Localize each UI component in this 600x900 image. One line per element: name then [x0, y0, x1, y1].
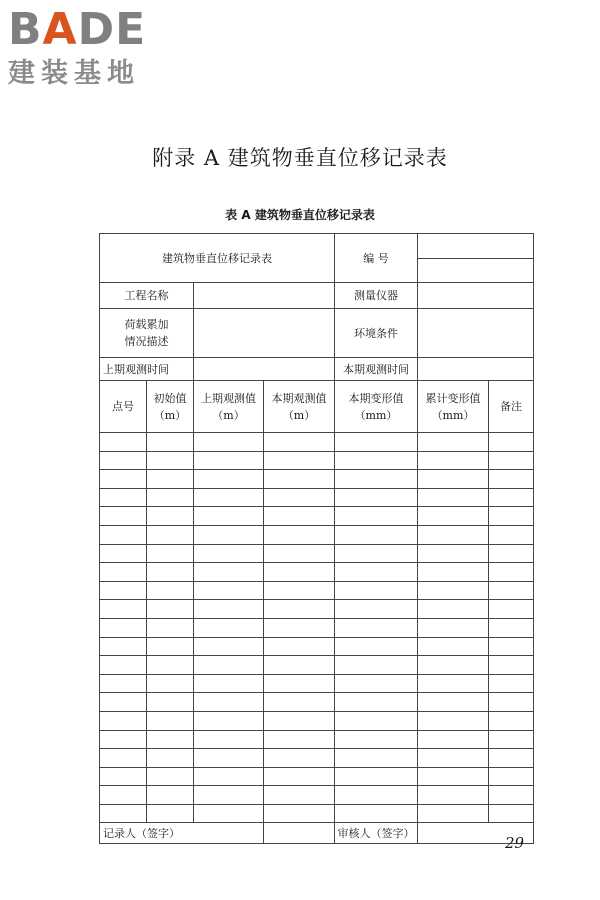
data-cell[interactable]	[335, 581, 418, 600]
form-name-cell: 建筑物垂直位移记录表	[100, 234, 335, 283]
data-cell[interactable]	[335, 544, 418, 563]
data-cell[interactable]	[194, 674, 264, 693]
data-cell[interactable]	[264, 637, 335, 656]
number-value-2[interactable]	[418, 258, 534, 283]
data-cell[interactable]	[147, 563, 194, 582]
data-cell[interactable]	[335, 786, 418, 805]
data-cell[interactable]	[147, 637, 194, 656]
data-cell[interactable]	[264, 581, 335, 600]
data-cell[interactable]	[100, 637, 147, 656]
appendix-title: 附录 A 建筑物垂直位移记录表	[152, 146, 448, 170]
prev-time-value[interactable]	[194, 358, 335, 381]
table-row	[100, 563, 534, 582]
environment-label: 环境条件	[335, 309, 418, 358]
data-cell[interactable]	[147, 749, 194, 768]
recorder-label: 记录人（签字）	[100, 823, 264, 844]
data-cell[interactable]	[335, 656, 418, 675]
data-cell[interactable]	[194, 656, 264, 675]
table-row	[100, 730, 534, 749]
data-cell[interactable]	[335, 767, 418, 786]
data-cell[interactable]	[489, 507, 534, 526]
data-cell[interactable]	[264, 563, 335, 582]
data-cell[interactable]	[418, 563, 489, 582]
data-cell[interactable]	[100, 433, 147, 452]
data-cell[interactable]	[100, 730, 147, 749]
data-cell[interactable]	[147, 600, 194, 619]
data-cell[interactable]	[100, 581, 147, 600]
number-label: 编 号	[335, 234, 418, 283]
data-cell[interactable]	[194, 749, 264, 768]
data-cell[interactable]	[100, 767, 147, 786]
data-cell[interactable]	[418, 656, 489, 675]
data-cell[interactable]	[335, 749, 418, 768]
data-cell[interactable]	[100, 525, 147, 544]
data-cell[interactable]	[335, 600, 418, 619]
data-cell[interactable]	[418, 451, 489, 470]
table-row	[100, 693, 534, 712]
project-name-label: 工程名称	[100, 283, 194, 309]
data-cell[interactable]	[264, 544, 335, 563]
data-cell[interactable]	[489, 563, 534, 582]
data-cell[interactable]	[100, 656, 147, 675]
data-cell[interactable]	[264, 600, 335, 619]
col-header-cum-deform: 累计变形值 （mm）	[418, 381, 489, 433]
col-header-curr-deform: 本期变形值 （mm）	[335, 381, 418, 433]
data-cell[interactable]	[418, 674, 489, 693]
data-cell[interactable]	[100, 600, 147, 619]
data-cell[interactable]	[489, 600, 534, 619]
data-cell[interactable]	[418, 470, 489, 489]
data-cell[interactable]	[264, 507, 335, 526]
project-name-value[interactable]	[194, 283, 335, 309]
data-cell[interactable]	[264, 656, 335, 675]
data-cell[interactable]	[264, 433, 335, 452]
data-cell[interactable]	[100, 711, 147, 730]
col-header-remarks: 备注	[489, 381, 534, 433]
table-row	[100, 581, 534, 600]
data-cell[interactable]	[418, 525, 489, 544]
data-cell[interactable]	[489, 581, 534, 600]
data-cell[interactable]	[418, 433, 489, 452]
data-cell[interactable]	[335, 507, 418, 526]
data-cell[interactable]	[100, 544, 147, 563]
data-cell[interactable]	[335, 525, 418, 544]
data-cell[interactable]	[194, 730, 264, 749]
table-row	[100, 786, 534, 805]
data-cell[interactable]	[147, 507, 194, 526]
data-cell[interactable]	[147, 544, 194, 563]
data-cell[interactable]	[335, 618, 418, 637]
table-row	[100, 749, 534, 768]
data-cell[interactable]	[100, 451, 147, 470]
data-cell[interactable]	[147, 525, 194, 544]
data-cell[interactable]	[194, 637, 264, 656]
data-cell[interactable]	[147, 618, 194, 637]
logo	[8, 4, 178, 92]
data-cell[interactable]	[264, 804, 335, 823]
data-cell[interactable]	[489, 618, 534, 637]
data-cell[interactable]	[100, 618, 147, 637]
data-cell[interactable]	[147, 693, 194, 712]
data-cell[interactable]	[335, 804, 418, 823]
table-row	[100, 488, 534, 507]
data-cell[interactable]	[194, 470, 264, 489]
table-row	[100, 656, 534, 675]
data-cell[interactable]	[418, 618, 489, 637]
data-cell[interactable]	[418, 711, 489, 730]
data-cell[interactable]	[335, 711, 418, 730]
data-cell[interactable]	[147, 767, 194, 786]
data-cell[interactable]	[194, 581, 264, 600]
data-cell[interactable]	[100, 507, 147, 526]
data-cell[interactable]	[418, 767, 489, 786]
data-cell[interactable]	[147, 804, 194, 823]
data-cell[interactable]	[489, 525, 534, 544]
data-cell[interactable]	[489, 711, 534, 730]
data-cell[interactable]	[100, 563, 147, 582]
table-row	[100, 507, 534, 526]
table-row	[100, 637, 534, 656]
table-row	[100, 433, 534, 452]
data-cell[interactable]	[194, 544, 264, 563]
data-cell[interactable]	[489, 451, 534, 470]
data-cell[interactable]	[489, 674, 534, 693]
col-header-curr: 本期观测值 （m）	[264, 381, 335, 433]
table-row	[100, 711, 534, 730]
data-cell[interactable]	[100, 470, 147, 489]
data-cell[interactable]	[489, 767, 534, 786]
data-cell[interactable]	[264, 451, 335, 470]
data-cell[interactable]	[335, 563, 418, 582]
data-cell[interactable]	[489, 804, 534, 823]
data-cell[interactable]	[264, 767, 335, 786]
table-row	[100, 525, 534, 544]
table-row	[100, 674, 534, 693]
data-cell[interactable]	[147, 451, 194, 470]
table-row	[100, 804, 534, 823]
data-cell[interactable]	[418, 749, 489, 768]
data-cell[interactable]	[335, 730, 418, 749]
data-cell[interactable]	[489, 433, 534, 452]
data-cell[interactable]	[194, 786, 264, 805]
table-row	[100, 767, 534, 786]
data-cell[interactable]	[147, 488, 194, 507]
data-cell[interactable]	[147, 674, 194, 693]
data-cell[interactable]	[418, 637, 489, 656]
page-number: 29	[505, 834, 525, 852]
data-cell[interactable]	[194, 433, 264, 452]
data-cell[interactable]	[489, 786, 534, 805]
load-desc-label: 荷载累加 情况描述	[100, 309, 194, 358]
data-cell[interactable]	[194, 693, 264, 712]
data-cell[interactable]	[418, 693, 489, 712]
table-row	[100, 470, 534, 489]
data-cell[interactable]	[335, 637, 418, 656]
data-cell[interactable]	[194, 600, 264, 619]
number-value-1[interactable]	[418, 234, 534, 259]
instrument-label: 测量仪器	[335, 283, 418, 309]
data-cell[interactable]	[335, 433, 418, 452]
reviewer-label: 审核人（签字）	[335, 823, 418, 844]
logo-subtitle: 建装基地	[8, 58, 140, 89]
table-row	[100, 544, 534, 563]
data-cell[interactable]	[264, 786, 335, 805]
data-cell[interactable]	[194, 711, 264, 730]
data-cell[interactable]	[147, 470, 194, 489]
data-cell[interactable]	[418, 804, 489, 823]
data-cell[interactable]	[489, 730, 534, 749]
data-cell[interactable]	[418, 544, 489, 563]
data-cell[interactable]	[418, 730, 489, 749]
data-cell[interactable]	[489, 749, 534, 768]
data-cell[interactable]	[194, 618, 264, 637]
data-cell[interactable]	[100, 674, 147, 693]
data-cell[interactable]	[489, 544, 534, 563]
col-header-prev: 上期观测值 （m）	[194, 381, 264, 433]
data-cell[interactable]	[194, 507, 264, 526]
data-cell[interactable]	[264, 693, 335, 712]
environment-value[interactable]	[418, 309, 534, 358]
record-table	[99, 233, 534, 844]
data-cell[interactable]	[264, 618, 335, 637]
col-header-point: 点号	[100, 381, 147, 433]
curr-time-value[interactable]	[418, 358, 534, 381]
data-cell[interactable]	[264, 711, 335, 730]
data-cell[interactable]	[264, 488, 335, 507]
data-cell[interactable]	[418, 507, 489, 526]
data-cell[interactable]	[489, 488, 534, 507]
data-cell[interactable]	[100, 804, 147, 823]
table-row	[100, 451, 534, 470]
table-row	[100, 600, 534, 619]
data-cell[interactable]	[194, 804, 264, 823]
data-cell[interactable]	[147, 711, 194, 730]
data-cell[interactable]	[489, 693, 534, 712]
curr-time-label: 本期观测时间	[335, 358, 418, 381]
data-cell[interactable]	[194, 488, 264, 507]
data-cell[interactable]	[147, 730, 194, 749]
data-cell[interactable]	[489, 470, 534, 489]
data-cell[interactable]	[418, 581, 489, 600]
data-cell[interactable]	[147, 581, 194, 600]
data-cell[interactable]	[100, 749, 147, 768]
data-cell[interactable]	[489, 637, 534, 656]
data-cell[interactable]	[194, 563, 264, 582]
data-cell[interactable]	[418, 488, 489, 507]
col-header-initial: 初始值 （m）	[147, 381, 194, 433]
recorder-signature[interactable]	[264, 823, 335, 844]
data-cell[interactable]	[147, 656, 194, 675]
data-cell[interactable]	[489, 656, 534, 675]
data-cell[interactable]	[335, 674, 418, 693]
data-cell[interactable]	[194, 451, 264, 470]
table-caption: 表 A 建筑物垂直位移记录表	[225, 208, 375, 222]
data-cell[interactable]	[100, 786, 147, 805]
data-cell[interactable]	[264, 730, 335, 749]
data-cell[interactable]	[264, 674, 335, 693]
data-cell[interactable]	[335, 451, 418, 470]
data-cell[interactable]	[264, 470, 335, 489]
data-cell[interactable]	[100, 693, 147, 712]
table-row	[100, 618, 534, 637]
data-cell[interactable]	[194, 525, 264, 544]
data-cell[interactable]	[147, 786, 194, 805]
data-cell[interactable]	[335, 470, 418, 489]
data-cell[interactable]	[147, 433, 194, 452]
instrument-value[interactable]	[418, 283, 534, 309]
data-cell[interactable]	[418, 600, 489, 619]
data-cell[interactable]	[264, 525, 335, 544]
data-cell[interactable]	[335, 693, 418, 712]
load-desc-value[interactable]	[194, 309, 335, 358]
data-cell[interactable]	[335, 488, 418, 507]
prev-time-label: 上期观测时间	[100, 358, 194, 381]
data-cell[interactable]	[264, 749, 335, 768]
data-cell[interactable]	[194, 767, 264, 786]
data-cell[interactable]	[100, 488, 147, 507]
logo-brand: BADE	[8, 4, 147, 55]
data-cell[interactable]	[418, 786, 489, 805]
